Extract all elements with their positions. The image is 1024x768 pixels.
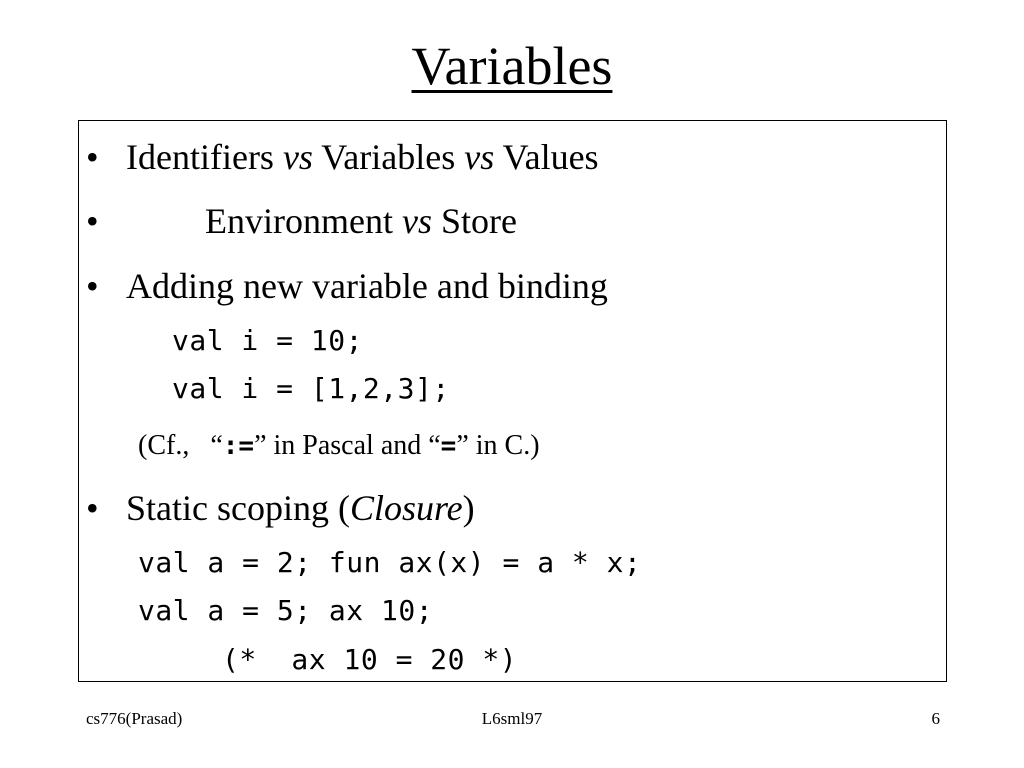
code-line: val i = 10; — [172, 324, 363, 357]
bullet-marker: • — [86, 201, 99, 241]
cf-note: (Cf., “:=” in Pascal and “=” in C.) — [138, 430, 540, 461]
code-comment: (* ax 10 = 20 *) — [222, 643, 518, 676]
footer-file: L6sml97 — [481, 709, 543, 728]
bullet-marker: • — [86, 488, 99, 528]
code-line: val i = [1,2,3]; — [172, 372, 450, 405]
bullet-adding-variable: Adding new variable and binding — [126, 266, 608, 306]
code-line: val a = 5; ax 10; — [138, 594, 434, 627]
bullet-identifiers-vs-variables: Identifiers vs Variables vs Values — [126, 137, 599, 177]
bullet-marker: • — [86, 137, 99, 177]
code-line: val a = 2; fun ax(x) = a * x; — [138, 546, 642, 579]
slide-title — [0, 34, 1024, 98]
page-number: 6 — [931, 709, 940, 728]
footer-course: cs776(Prasad) — [86, 709, 183, 728]
bullet-marker: • — [86, 266, 99, 306]
bullet-static-scoping: Static scoping (Closure) — [126, 488, 475, 528]
slide-title-text: Variables — [411, 36, 613, 96]
bullet-environment-vs-store: Environment vs Store — [205, 201, 517, 241]
